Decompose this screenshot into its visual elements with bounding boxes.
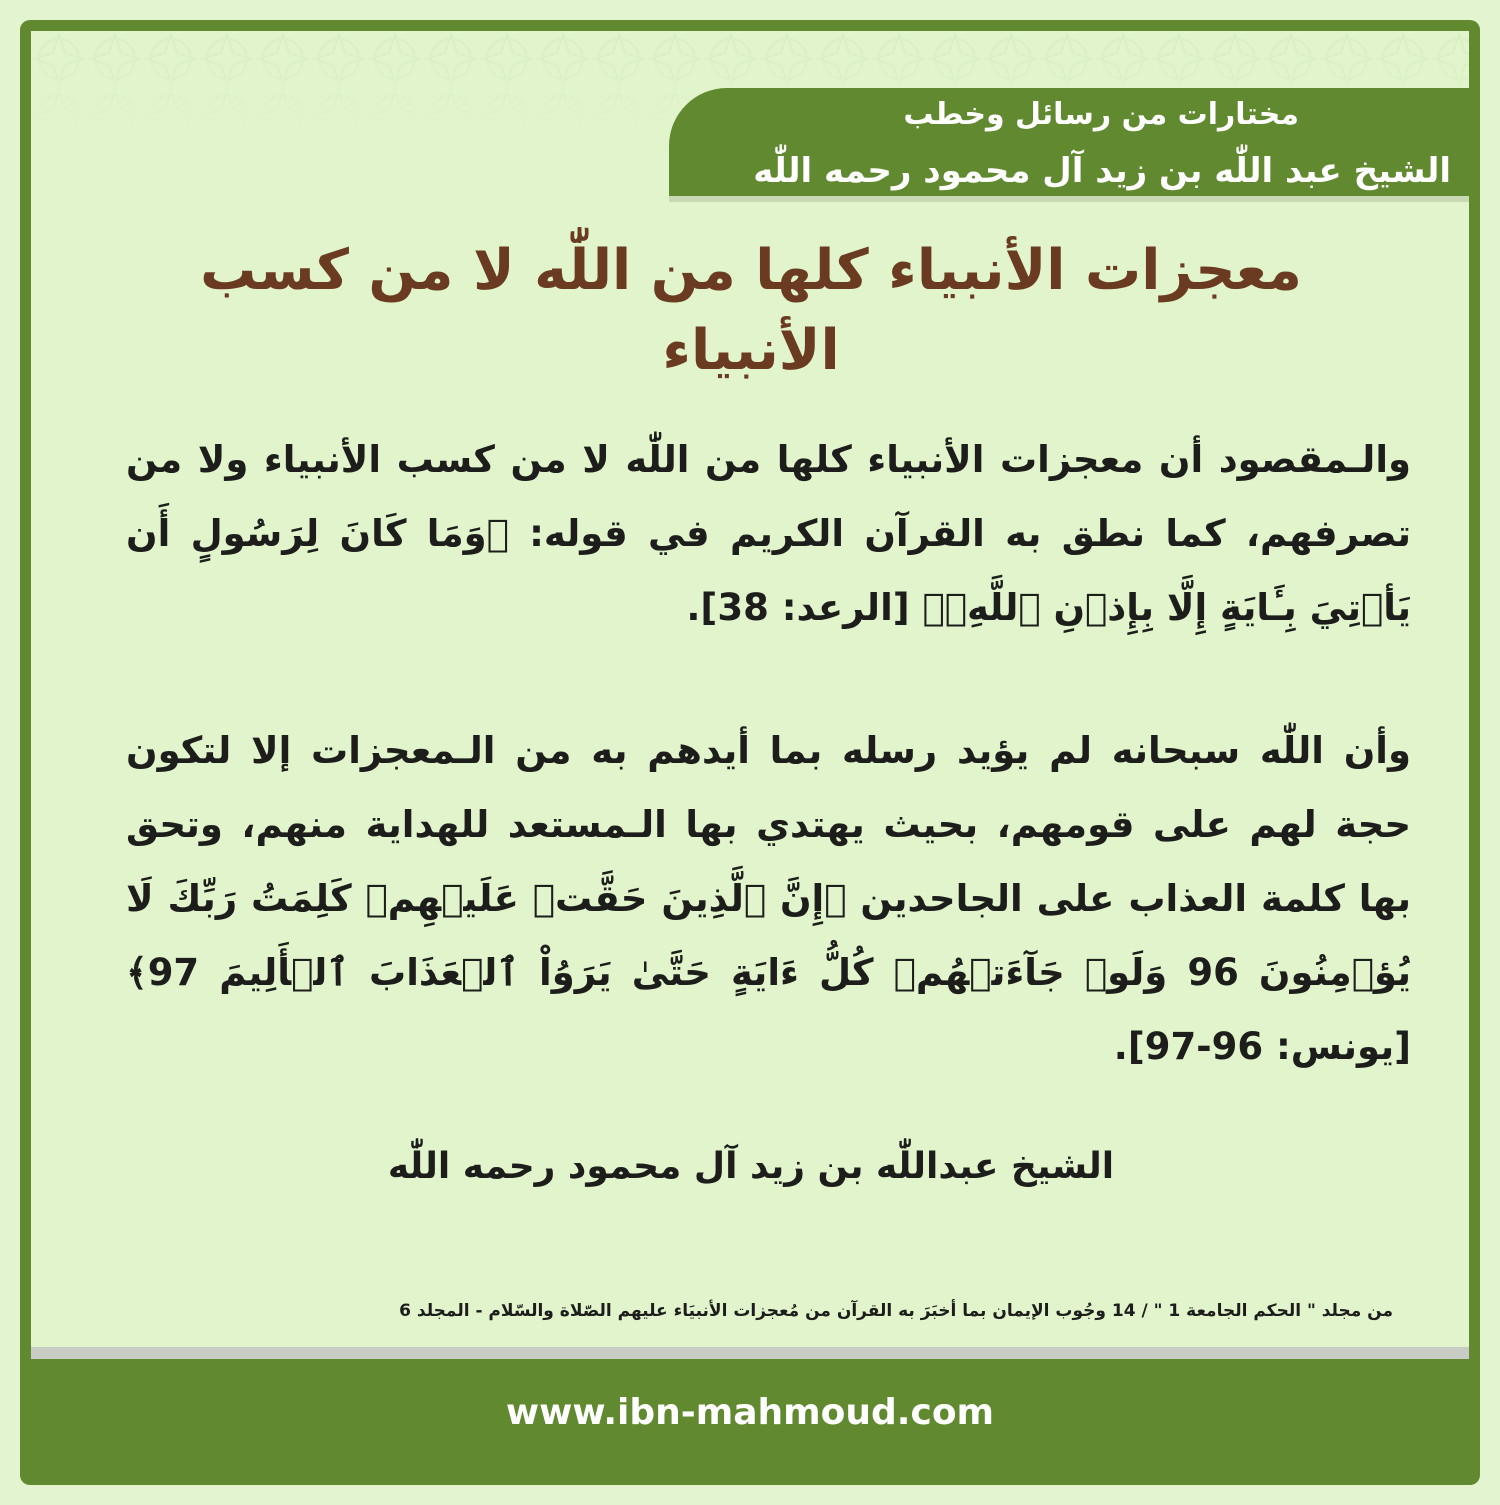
author-signature: الشيخ عبداللّٰه بن زيد آل محمود رحمه اللّٰه: [387, 1146, 1115, 1187]
card-frame: [20, 20, 1480, 1485]
header-author: الشيخ عبد اللّٰه بن زيد آل محمود رحمه اللّٰه: [753, 151, 1451, 191]
website-link[interactable]: www.ibn-mahmoud.com: [505, 1392, 995, 1433]
header-subtitle: مختارات من رسائل وخطب: [903, 97, 1299, 132]
source-citation: من مجلد " الحكم الجامعة 1 " / 14 وجُوب الإيمان بما أخبَرَ به القرآن من مُعجزات الأنبيَاء عليهم الصّلاة والسّلام - المجلد 6: [399, 1301, 1393, 1321]
paragraph-2: وأن اللّٰه سبحانه لم يؤيد رسله بما أيدهم به من الـمعجزات إلا لتكون حجة لهم على قومهم، بحيث يهتدي بها الـمستعد للهداية منهم، وتحق بها كلمة العذاب على الجاحدين ﴿إِنَّ ٱلَّذِينَ حَقَّتۡ عَلَيۡهِمۡ كَلِمَتُ رَبِّكَ لَا يُؤۡمِنُونَ 96 وَلَوۡ جَآءَتۡهُمۡ كُلُّ ءَايَةٍ حَتَّىٰ يَرَوُاْ ٱلۡعَذَابَ ٱلۡأَلِيمَ 97﴾ [يونس: 96-97].: [126, 729, 1411, 1068]
paragraph-1: والـمقصود أن معجزات الأنبياء كلها من اللّٰه لا من كسب الأنبياء ولا من تصرفهم، كما نطق به القرآن الكريم في قوله: ﴿وَمَا كَانَ لِرَسُولٍ أَن يَأۡتِيَ بِـَٔايَةٍ إِلَّا بِإِذۡنِ ٱللَّهِۗ﴾ [الرعد: 38].: [126, 438, 1411, 629]
content-panel: [31, 31, 1469, 1356]
page-title: معجزات الأنبياء كلها من اللّٰه لا من كسب الأنبياء: [200, 238, 1302, 383]
divider-strip: [31, 1347, 1469, 1359]
